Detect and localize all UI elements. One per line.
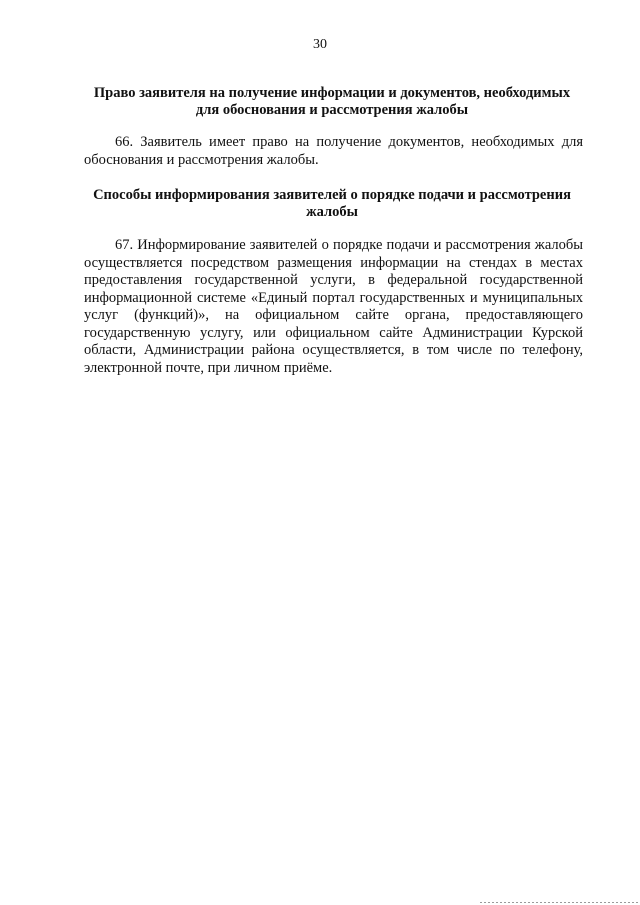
paragraph-67: 67. Информирование заявителей о порядке подачи и рассмотрения жалобы осуществляется посредством размещения информации на стендах в местах предоставления государственной услуги, в федеральной государственной информационной системе «Единый портал государственных и муниципальных услуг (функций)», на официальном сайте органа, предоставляющего государственную услугу, или официальном сайте Администрации Курской области, Администрации района осуществляется, в том числе по телефону, электронной почте, при личном приёме. xyxy=(84,237,583,376)
paragraph-66: 66. Заявитель имеет право на получение документов, необходимых для обоснования и рассмотрения жалобы. xyxy=(84,134,583,168)
page-number: 30 xyxy=(313,37,327,52)
section-heading-applicant-rights: Право заявителя на получение информации и документов, необходимых для обоснования и рассмотрения жалобы xyxy=(93,85,571,118)
scan-edge-mark xyxy=(480,902,640,903)
section-heading-informing-methods: Способы информирования заявителей о порядке подачи и рассмотрения жалобы xyxy=(93,187,571,220)
